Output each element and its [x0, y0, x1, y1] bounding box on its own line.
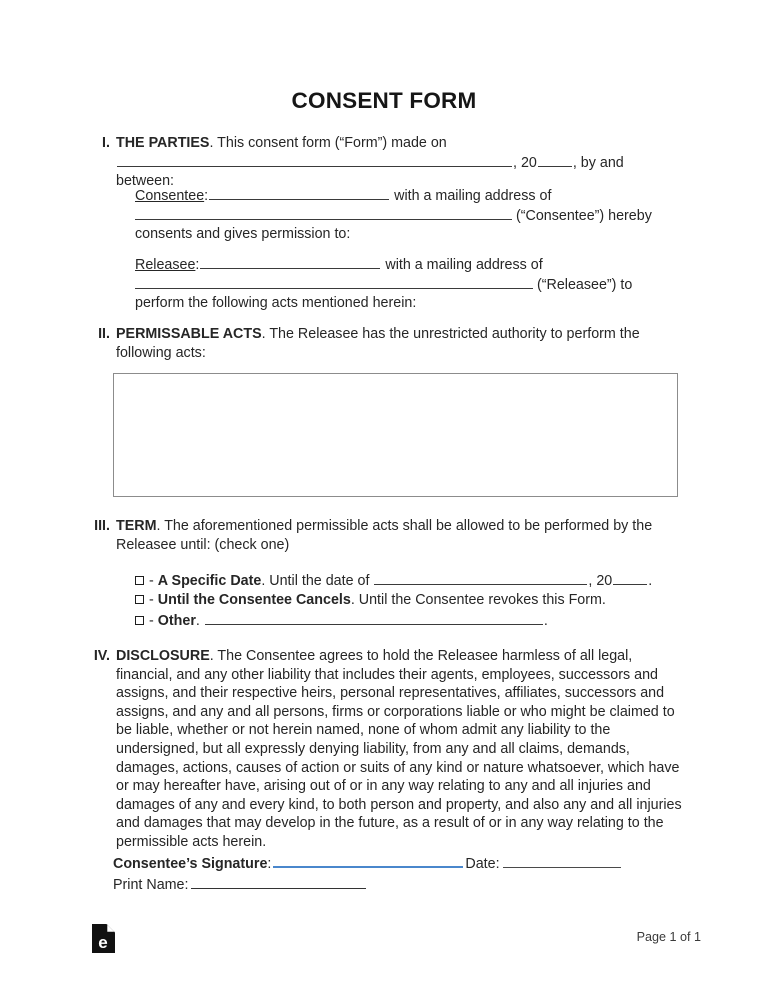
parties-text-before-date: . This consent form (“Form”) made on	[209, 135, 447, 151]
print-name-label: Print Name:	[113, 876, 189, 893]
clause-heading-disclosure: DISCLOSURE	[116, 648, 210, 664]
option-dash-until-cancels: -	[149, 592, 154, 609]
releasee-mid-text: with a mailing address of	[381, 257, 543, 273]
consentee-quoted: (“Consentee”) hereby	[512, 207, 652, 224]
option-text-after-specific-date: , 20	[588, 573, 613, 589]
clause-term	[86, 517, 682, 554]
clause-heading-the-parties: THE PARTIES	[116, 135, 210, 151]
eforms-document-logo-icon	[92, 924, 115, 953]
option-text-specific-date: . Until the date of	[261, 573, 374, 589]
parties-text-after-date: , 20	[513, 154, 537, 171]
clause-the-parties	[86, 134, 682, 191]
checkbox-icon-other[interactable]	[135, 616, 144, 625]
signature-row	[113, 853, 682, 875]
clause-body-term	[116, 517, 682, 554]
svg-text:e: e	[98, 933, 108, 952]
releasee-address-blank[interactable]	[135, 275, 533, 289]
releasee-colon: :	[195, 257, 200, 273]
other-term-blank[interactable]	[205, 611, 543, 625]
consentee-address-blank[interactable]	[135, 206, 512, 220]
option-dash-specific-date: -	[149, 573, 154, 589]
year-blank[interactable]	[538, 153, 572, 167]
consentee-mid-text: with a mailing address of	[390, 188, 552, 204]
specific-date-blank[interactable]	[374, 571, 587, 585]
option-label-until-cancels: Until the Consentee Cancels	[157, 592, 351, 609]
parties-text-tail: , by and between:	[116, 154, 624, 190]
option-text-until-cancels: . Until the Consentee revokes this Form.	[350, 592, 606, 609]
option-label-specific-date: A Specific Date	[157, 573, 262, 589]
clause-body-disclosure	[116, 647, 682, 852]
signature-colon: :	[267, 856, 272, 872]
option-tail-specific-date: .	[648, 573, 653, 589]
consentee-block	[135, 186, 682, 244]
option-label-other: Other	[157, 612, 196, 629]
consentee-name-blank[interactable]	[209, 186, 389, 200]
print-name-row	[113, 875, 682, 896]
releasee-name-blank[interactable]	[200, 255, 380, 269]
page-title: CONSENT FORM	[291, 88, 477, 113]
date-input[interactable]	[503, 854, 621, 868]
releasee-label: Releasee	[135, 257, 196, 273]
clause-body-the-parties	[116, 134, 682, 191]
clause-heading-term: TERM	[116, 518, 157, 534]
signature-block	[113, 853, 682, 895]
releasee-line-1	[135, 255, 682, 275]
signature-input[interactable]	[273, 853, 463, 868]
term-option-other[interactable]	[135, 611, 682, 631]
consentee-label: Consentee	[135, 188, 205, 204]
checkbox-icon-specific-date[interactable]	[135, 576, 144, 585]
consentee-line-1	[135, 186, 682, 206]
permissable-acts-text: . The Releasee has the unrestricted authority to perform the following acts:	[116, 326, 640, 361]
term-text: . The aforementioned permissible acts shall be allowed to be performed by the Releasee until: (check one)	[116, 518, 653, 553]
signature-label: Consentee’s Signature	[113, 856, 268, 872]
releasee-quoted: (“Releasee”) to	[533, 276, 633, 293]
clause-disclosure	[86, 647, 682, 852]
disclosure-text: . The Consentee agrees to hold the Releasee harmless of all legal, financial, and any other liability that includes their agents, employees, successors and assigns, and their respective heirs, personal representatives, affiliates, successors and assigns, and any and all persons, firms or corporations liable or who might be claimed to be liable, whether or not herein named, none of whom admit any liability to the undersigned, but all expressly denying liability, from any and all claims, demands, damages, actions, causes of action or suits of any kind or nature whatsoever, which have or may hereafter have, arising out of or in any way relating to any and all injuries and damages of any and every kind, to both person and property, and also any and all injuries and damages that may develop in the future, as a result of or in any way relating to the permissible acts herein.	[116, 648, 682, 850]
option-tail-other: .	[543, 612, 548, 629]
consentee-colon: :	[204, 188, 209, 204]
page-number: Page 1 of 1	[636, 930, 701, 944]
consentee-line-3: consents and gives permission to:	[135, 226, 351, 243]
clause-heading-permissable-acts: PERMISSABLE ACTS	[116, 326, 262, 342]
option-text-other: .	[195, 612, 204, 629]
permissable-acts-textbox[interactable]	[113, 373, 678, 497]
date-made-on-blank[interactable]	[117, 153, 512, 167]
releasee-line-3: perform the following acts mentioned herein:	[135, 295, 417, 312]
releasee-line-2	[135, 275, 682, 295]
print-name-input[interactable]	[191, 875, 366, 889]
term-options-list	[135, 571, 682, 631]
clause-numeral-ii: II.	[98, 326, 110, 342]
option-dash-other: -	[149, 612, 154, 629]
clause-body-permissable-acts	[116, 325, 682, 362]
term-option-until-cancels[interactable]	[135, 591, 682, 610]
consentee-line-2	[135, 206, 682, 226]
date-label: Date:	[465, 856, 500, 872]
clause-permissable-acts	[86, 325, 682, 362]
clause-numeral-iv: IV.	[93, 648, 110, 664]
releasee-block	[135, 255, 682, 313]
term-option-specific-date[interactable]	[135, 571, 682, 591]
specific-date-year-blank[interactable]	[613, 571, 647, 585]
checkbox-icon-until-cancels[interactable]	[135, 595, 144, 604]
clause-numeral-iii: III.	[94, 518, 110, 534]
clause-numeral-i: I.	[102, 135, 110, 151]
